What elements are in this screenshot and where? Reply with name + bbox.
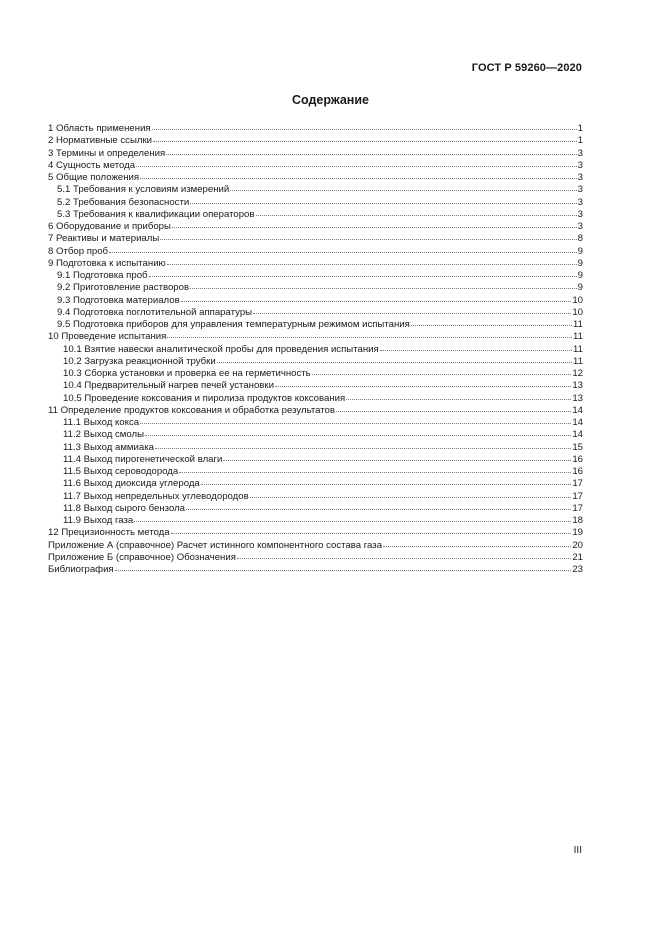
toc-entry-page: 12 (572, 368, 583, 379)
toc-entry-page: 8 (577, 233, 583, 245)
toc-entry-label: 10.1 Взятие навески аналитической пробы для проведения испытания (63, 343, 379, 355)
toc-entry-page: 1 (577, 123, 583, 134)
toc-entry-page: 10 (572, 306, 583, 318)
toc-title: Содержание (291, 93, 369, 107)
toc-entry-label: 12 Прецизионность метода (48, 527, 170, 539)
toc-entry-page: 14 (572, 417, 583, 428)
toc-entry-page: 3 (577, 184, 583, 196)
toc-entry-label: 10.5 Проведение коксования и пиролиза продуктов коксования (63, 392, 346, 404)
toc-dot-leader (250, 488, 572, 498)
toc-entry-label: 10.4 Предварительный нагрев печей установки (63, 380, 274, 392)
toc-entry-page: 3 (577, 147, 583, 159)
toc-dot-leader (190, 279, 577, 289)
toc-entry-label: 5.1 Требования к условиям измерений (57, 184, 230, 196)
toc-dot-leader (160, 230, 576, 240)
toc-entry-page: 9 (577, 257, 583, 269)
toc-dot-leader (140, 414, 571, 424)
toc-entry-label: 11.6 Выход диоксида углерода (63, 478, 200, 490)
toc-dot-leader (380, 341, 572, 351)
toc-entry-label: 10 Проведение испытания (48, 331, 167, 343)
toc-entry-page: 20 (572, 539, 583, 551)
toc-entry-label: 5.3 Требования к квалификации операторов (57, 208, 255, 220)
toc-entry-label: 9.3 Подготовка материалов (57, 294, 180, 306)
toc-entry-label: 6 Оборудование и приборы (48, 221, 171, 232)
toc-dot-leader (336, 402, 571, 412)
toc-entry[interactable] (48, 562, 583, 574)
toc-entry-page: 16 (572, 466, 583, 477)
toc-entry-label: 10.2 Загрузка реакционной трубки (63, 355, 216, 367)
toc-dot-leader (155, 439, 571, 449)
toc-entry-label: 11.2 Выход смолы (63, 429, 145, 441)
toc-dot-leader (223, 451, 571, 461)
toc-entry-page: 10 (572, 294, 583, 306)
toc-dot-leader (383, 537, 571, 547)
toc-entry-page: 23 (572, 564, 583, 575)
toc-dot-leader (152, 120, 577, 130)
toc-entry-page: 3 (577, 159, 583, 171)
toc-entry-page: 3 (577, 172, 583, 183)
toc-dot-leader (312, 365, 572, 375)
toc-entry-label: 9 Подготовка к испытанию (48, 257, 166, 269)
toc-dot-leader (237, 549, 571, 559)
toc-entry-label: 7 Реактивы и материалы (48, 233, 160, 245)
toc-entry-page: 16 (572, 453, 583, 465)
toc-entry-label: Приложение Б (справочное) Обозначения (48, 551, 236, 563)
toc-dot-leader (136, 157, 577, 167)
toc-entry-label: 9.2 Приготовление растворов (57, 282, 190, 294)
toc-dot-leader (153, 132, 577, 142)
toc-entry-label: 11.4 Выход пирогенетической влаги (63, 453, 223, 465)
toc-dot-leader (171, 524, 572, 534)
toc-entry-label: 1 Область применения (48, 123, 151, 134)
toc-entry-page: 14 (572, 429, 583, 441)
toc-entry-page: 14 (572, 404, 583, 416)
table-of-contents (48, 121, 583, 574)
toc-entry-page: 3 (577, 208, 583, 220)
toc-entry-page: 13 (572, 380, 583, 392)
toc-entry-label: 11 Определение продуктов коксования и обработка результатов (48, 404, 335, 416)
toc-entry-page: 1 (577, 135, 583, 147)
toc-dot-leader (166, 145, 576, 155)
toc-dot-leader (167, 328, 572, 338)
toc-entry-label: 5.2 Требования безопасности (57, 196, 190, 208)
toc-entry-label: 8 Отбор проб (48, 245, 109, 257)
toc-entry-page: 3 (577, 196, 583, 208)
toc-entry-label: 11.7 Выход непредельных углеводородов (63, 490, 249, 502)
toc-dot-leader (167, 255, 577, 265)
document-code: ГОСТ Р 59260—2020 (471, 62, 582, 74)
toc-entry-label: 11.5 Выход сероводорода (63, 466, 179, 477)
toc-entry-page: 17 (572, 502, 583, 514)
toc-dot-leader (179, 463, 571, 473)
toc-dot-leader (181, 292, 572, 302)
toc-entry-page: 15 (572, 441, 583, 453)
toc-dot-leader (201, 475, 572, 485)
toc-entry-label: 9.1 Подготовка проб (57, 270, 148, 281)
toc-entry-label: Библиография (48, 564, 114, 575)
toc-dot-leader (172, 218, 577, 228)
toc-entry-page: 18 (572, 515, 583, 526)
toc-entry-label: 11.8 Выход сырого бензола (63, 502, 186, 514)
toc-entry-label: 4 Сущность метода (48, 159, 136, 171)
toc-entry-label: 10.3 Сборка установки и проверка ее на герметичность (63, 368, 311, 379)
toc-entry-page: 17 (572, 478, 583, 490)
toc-dot-leader (190, 194, 576, 204)
toc-dot-leader (256, 206, 577, 216)
toc-entry-page: 9 (577, 245, 583, 257)
toc-dot-leader (253, 304, 571, 314)
toc-entry-page: 17 (572, 490, 583, 502)
toc-entry-label: 3 Термины и определения (48, 147, 166, 159)
toc-entry-page: 11 (573, 319, 583, 330)
toc-entry-page: 21 (572, 551, 583, 563)
page-number: III (573, 845, 582, 856)
toc-entry-label: 11.3 Выход аммиака (63, 441, 154, 453)
toc-entry-label: 2 Нормативные ссылки (48, 135, 153, 147)
toc-dot-leader (149, 267, 577, 277)
toc-dot-leader (145, 426, 571, 436)
toc-entry-page: 19 (572, 527, 583, 539)
toc-entry-label: Приложение А (справочное) Расчет истинного компонентного состава газа (48, 539, 383, 551)
toc-dot-leader (109, 243, 577, 253)
toc-dot-leader (217, 353, 572, 363)
toc-entry-label: 9.4 Подготовка поглотительной аппаратуры (57, 306, 253, 318)
toc-entry-page: 11 (573, 331, 583, 343)
toc-entry-page: 3 (577, 221, 583, 232)
toc-entry-label: 11.1 Выход кокса (63, 417, 140, 428)
toc-dot-leader (275, 377, 571, 387)
toc-dot-leader (186, 500, 571, 510)
toc-dot-leader (134, 512, 571, 522)
toc-entry-page: 9 (577, 270, 583, 281)
toc-entry-page: 11 (573, 343, 583, 355)
toc-entry-page: 11 (573, 355, 583, 367)
toc-entry-label: 11.9 Выход газа (63, 515, 134, 526)
toc-dot-leader (140, 169, 577, 179)
toc-dot-leader (411, 316, 572, 326)
toc-dot-leader (346, 390, 571, 400)
toc-entry-page: 9 (577, 282, 583, 294)
toc-dot-leader (115, 561, 572, 571)
toc-dot-leader (230, 181, 576, 191)
toc-entry-page: 13 (572, 392, 583, 404)
toc-entry-label: 5 Общие положения (48, 172, 140, 183)
toc-entry-label: 9.5 Подготовка приборов для управления температурным режимом испытания (57, 319, 410, 330)
